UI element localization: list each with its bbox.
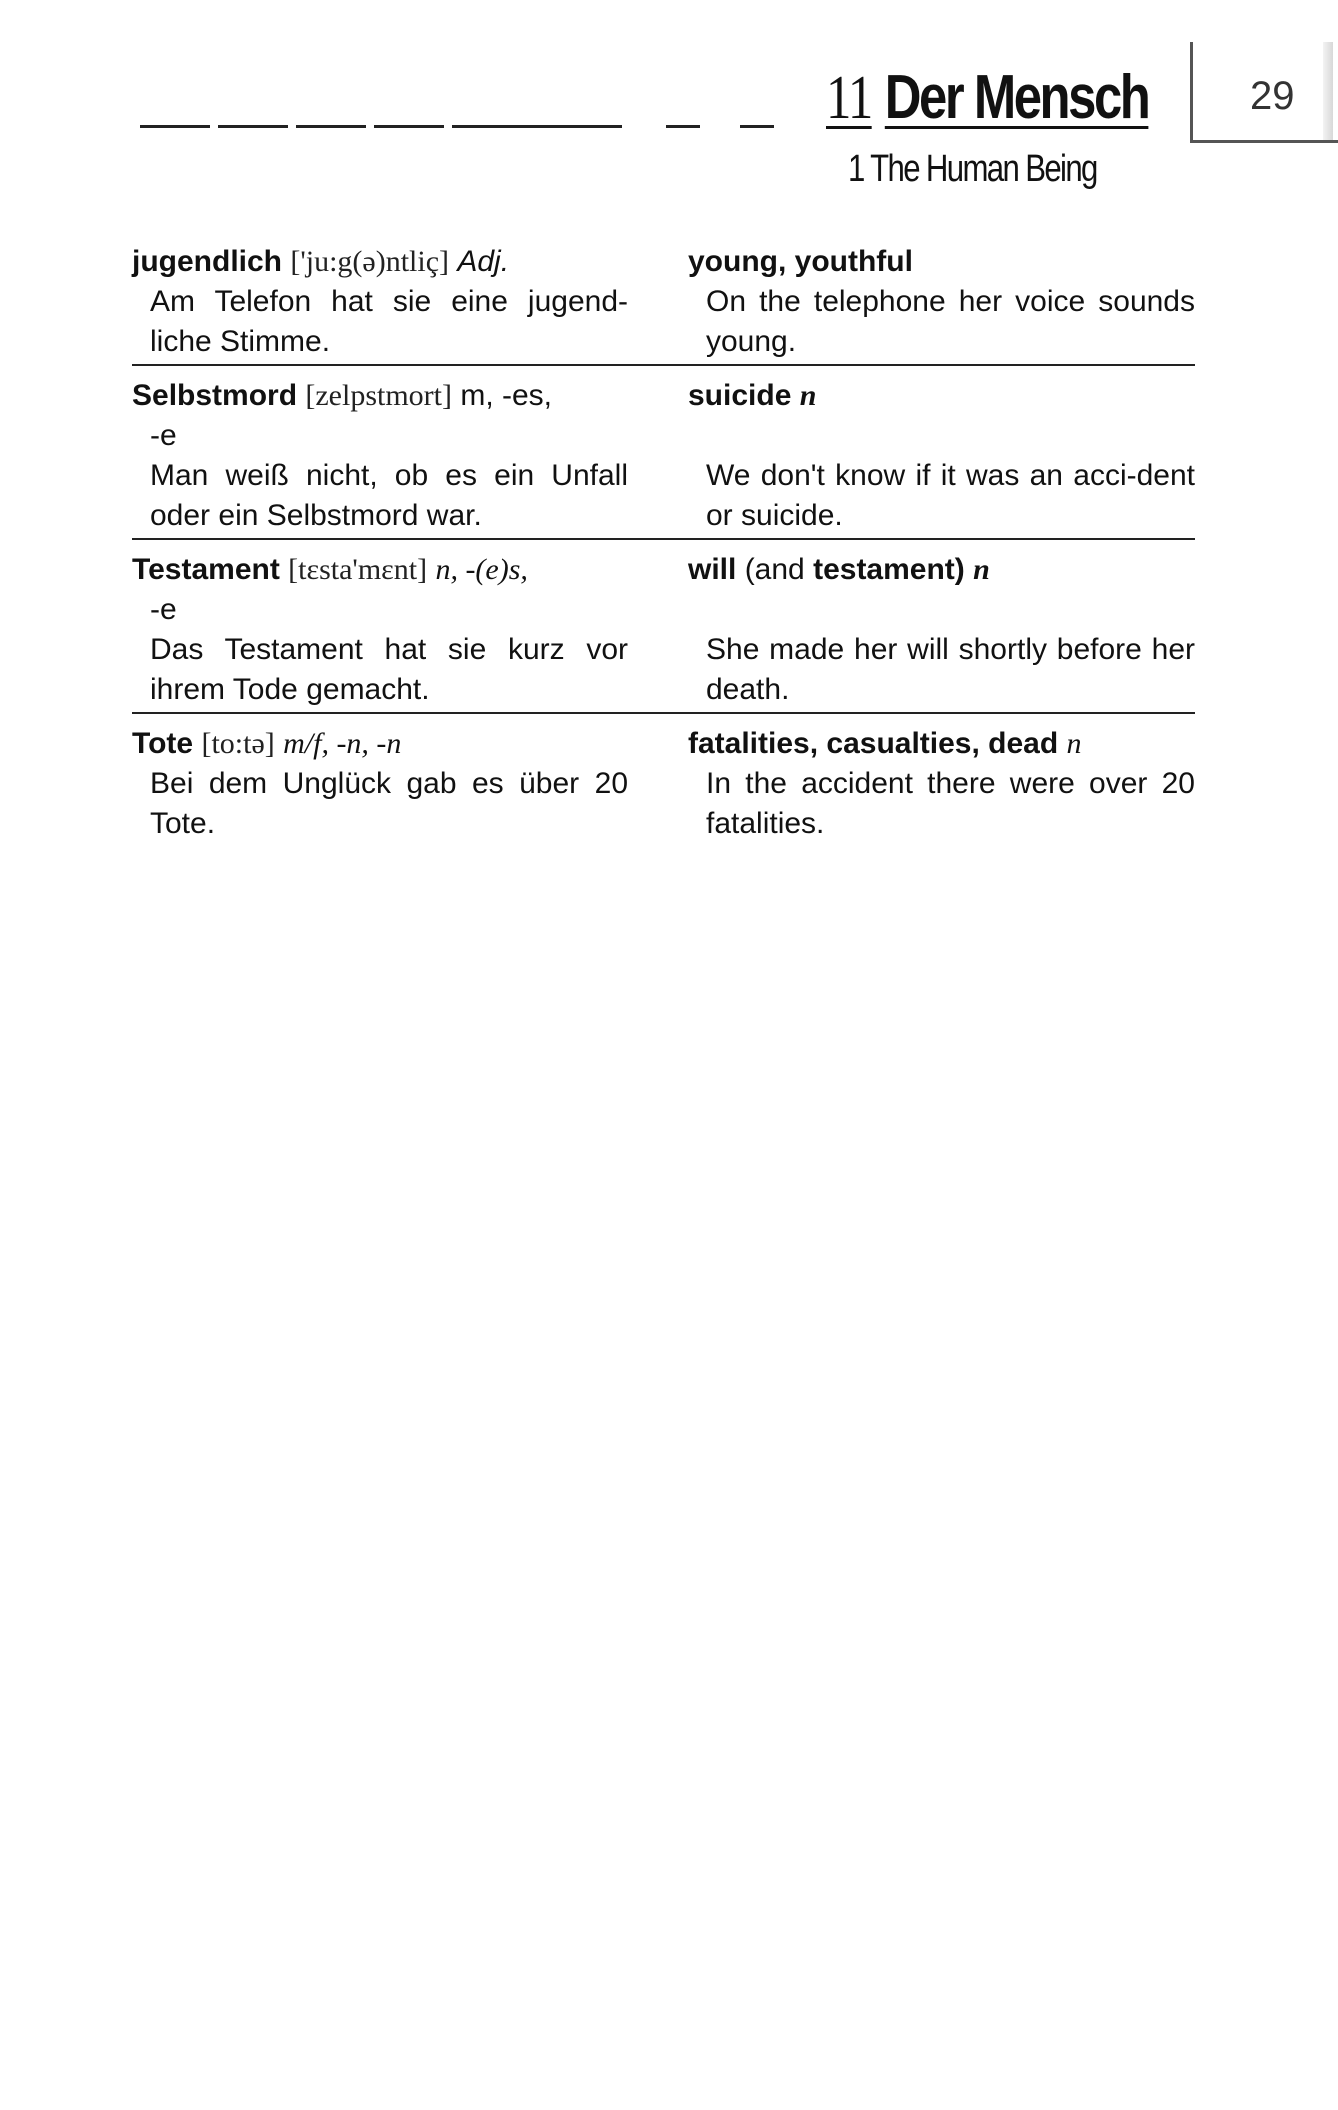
grammar-info: n, -(e)s, [435, 553, 528, 586]
german-column [132, 724, 634, 844]
header-rule-segment [666, 125, 700, 128]
entry-headline [132, 242, 628, 282]
grammar-continuation: -e [150, 593, 177, 626]
header-rule-segment [218, 125, 288, 128]
german-column [132, 550, 634, 710]
spacer [688, 416, 1195, 456]
headword: jugendlich [132, 245, 282, 278]
page-number: 29 [1250, 74, 1295, 118]
translation-note: (and [744, 553, 805, 586]
translation-text: young, youthful [688, 245, 913, 278]
english-example: She made her will shortly before her death. [706, 633, 1195, 706]
entry-headline [132, 376, 628, 416]
pronunciation: ['ju:g(ə)ntliç] [290, 245, 450, 278]
part-of-speech: n [799, 379, 817, 412]
pronunciation: [tɛsta'mɛnt] [288, 553, 428, 586]
german-example: Das Testament hat sie kurz vor ihrem Tode gemacht. [150, 633, 628, 706]
pronunciation: [to:tə] [201, 727, 275, 760]
translation-note-bold: testament) [813, 553, 965, 586]
part-of-speech: n [973, 553, 990, 586]
headword: Selbstmord [132, 379, 298, 412]
vocabulary-entry [132, 366, 1195, 540]
translation-text: will [688, 553, 737, 586]
english-example: We don't know if it was an acci-dent or suicide. [706, 459, 1195, 532]
english-column [688, 724, 1195, 844]
headword: Tote [132, 727, 194, 760]
header-rule-segment [296, 125, 366, 128]
entry-headline [132, 724, 628, 764]
translation [688, 550, 1195, 590]
section-title: 1 The Human Being [848, 148, 1097, 190]
english-column [688, 550, 1195, 710]
pronunciation: [zelpstmort] [305, 379, 452, 412]
grammar-info: m, -es, [460, 379, 553, 412]
german-example: Am Telefon hat sie eine jugend-liche Stimme. [150, 285, 628, 358]
german-example: Man weiß nicht, ob es ein Unfall oder ein Selbstmord war. [150, 459, 628, 532]
grammar-info: Adj. [457, 245, 510, 278]
translation [688, 376, 1195, 416]
grammar-info: m/f, -n, -n [283, 727, 402, 760]
entry-headline [132, 550, 628, 590]
german-column [132, 242, 634, 362]
headword: Testament [132, 553, 280, 586]
english-column [688, 242, 1195, 362]
vocabulary-entry [132, 540, 1195, 714]
translation [688, 242, 1195, 282]
german-example: Bei dem Unglück gab es über 20 Tote. [150, 767, 628, 840]
header-rule-segment [740, 125, 774, 128]
english-column [688, 376, 1195, 536]
translation [688, 724, 1195, 764]
spacer [688, 590, 1195, 630]
chapter-name: Der Mensch [884, 63, 1149, 132]
page-header [0, 0, 1338, 200]
english-example: In the accident there were over 20 fatalities. [706, 767, 1195, 840]
chapter-number: 11 [826, 64, 872, 132]
header-rule-segment [140, 125, 210, 128]
part-of-speech: n [1066, 727, 1082, 760]
chapter-title [826, 58, 1148, 138]
vocabulary-list [132, 240, 1195, 846]
translation-text: suicide [688, 379, 792, 412]
translation-text: fatalities, casualties, dead [688, 727, 1059, 760]
german-column [132, 376, 634, 536]
english-example: On the telephone her voice sounds young. [706, 285, 1195, 358]
header-rule-segment [522, 125, 622, 128]
header-rule-segment [374, 125, 444, 128]
grammar-continuation: -e [150, 419, 177, 452]
vocabulary-entry [132, 240, 1195, 366]
vocabulary-entry [132, 714, 1195, 846]
header-rule-segment [452, 125, 522, 128]
